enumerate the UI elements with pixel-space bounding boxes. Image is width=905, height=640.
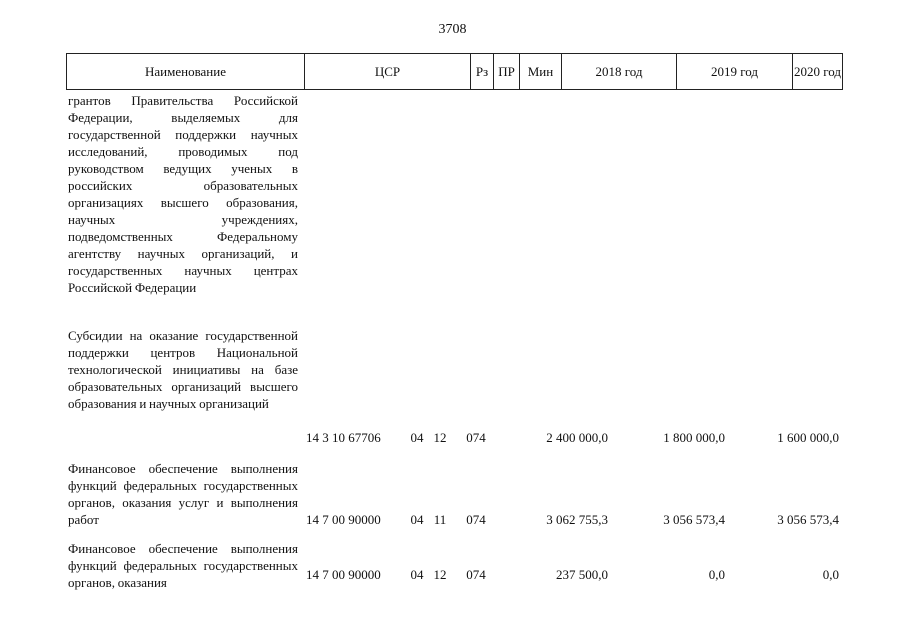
row-2020: 3 056 573,4 (777, 512, 839, 527)
row-min: 074 (466, 512, 486, 527)
header-pr: ПР (493, 54, 519, 89)
header-2018: 2018 год (561, 54, 676, 89)
row-rz: 04 (410, 512, 424, 527)
header-2020: 2020 год (792, 54, 842, 89)
row-pr: 12 (433, 430, 447, 445)
row-2019: 1 800 000,0 (663, 430, 725, 445)
header-min: Мин (519, 54, 561, 89)
row-name: Финансовое обеспечение выполнения функций федеральных государственных органов, оказания (68, 541, 298, 590)
header-2019: 2019 год (676, 54, 792, 89)
row-name: Финансовое обеспечение выполнения функций федеральных государственных органов, оказания услуг и выполнения работ (68, 461, 298, 527)
row-rz: 04 (410, 430, 424, 445)
row-min: 074 (466, 430, 486, 445)
row-2020: 1 600 000,0 (777, 430, 839, 445)
table-row (0, 460, 905, 530)
row-2018: 3 062 755,3 (546, 512, 608, 527)
row-2019: 0,0 (708, 567, 725, 582)
table-body (0, 90, 905, 640)
row-2018: 237 500,0 (556, 567, 608, 582)
row-pr: 11 (433, 512, 447, 527)
table-row (0, 92, 905, 312)
header-csr: ЦСР (304, 54, 470, 89)
header-rz: Рз (470, 54, 493, 89)
row-pr: 12 (433, 567, 447, 582)
row-csr: 14 7 00 90000 (306, 567, 381, 582)
table-row (0, 327, 905, 447)
row-rz: 04 (410, 567, 424, 582)
page-number: 3708 (438, 22, 467, 37)
row-2018: 2 400 000,0 (546, 430, 608, 445)
row-csr: 14 3 10 67706 (306, 430, 381, 445)
row-name: Субсидии на оказание государственной поддержки центров Национальной технологической инициативы на базе образовательных организаций высшего образования и научных организаций (68, 328, 298, 411)
header-name: Наименование (145, 64, 226, 79)
row-name: грантов Правительства Российской Федерации, выделяемых для государственной поддержки научных исследований, проводимых под руководством ведущих ученых в российских образовательных организациях высшего образования, научных учреждениях, подведомственных Федеральному агентству научных организаций, и государственных научных центрах Российской Федерации (68, 93, 298, 295)
row-2019: 3 056 573,4 (663, 512, 725, 527)
row-min: 074 (466, 567, 486, 582)
row-2020: 0,0 (822, 567, 839, 582)
row-csr: 14 7 00 90000 (306, 512, 381, 527)
table-header (66, 53, 843, 90)
table-row (0, 540, 905, 600)
